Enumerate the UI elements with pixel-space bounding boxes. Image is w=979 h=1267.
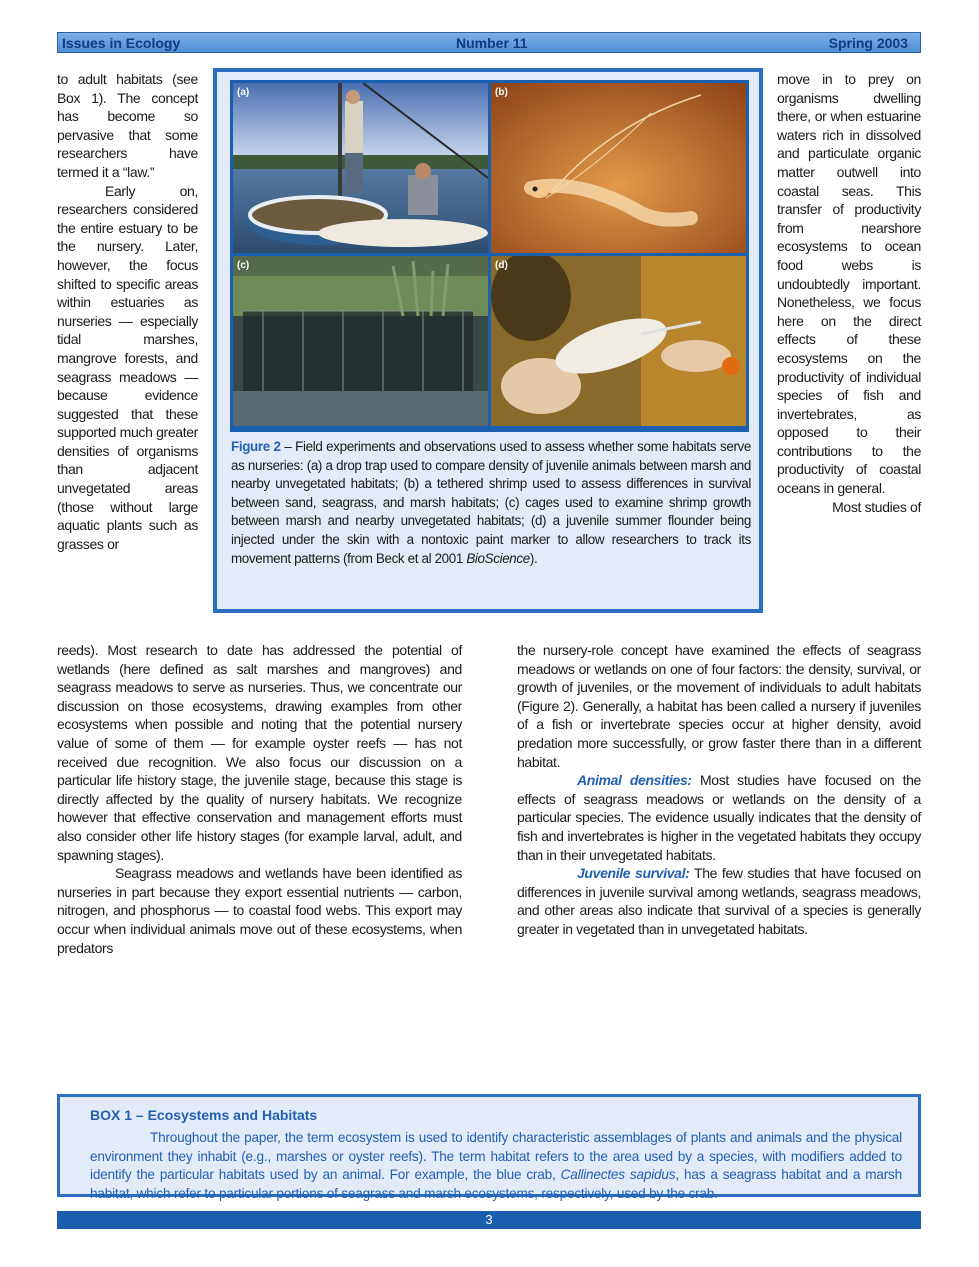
box-text-a: Throughout the paper, the term ecosystem is used to identify characteristic assemblages of plants and animals and the physical environment they inhabit (e.g., marshes or oyster reefs). The term habitat refers to the area used by a species, with modifiers added to identify the particular habitats used by an animal. For example, the blue crab, (90, 1130, 902, 1183)
box-species: Callinectes sapidus (560, 1167, 676, 1183)
paragraph: the nursery-role concept have examined the effects of seagrass meadows or wetlands on one of four factors: the density, survival, or growth of juveniles, or the movement of individuals to adult habitats (Figure 2). Generally, a habitat has been called a nursery if juveniles of a fish or invertebrate species occur at higher density, avoid predation more successfully, or grow faster there than in a different habitat. (517, 642, 921, 770)
photo-label: (a) (237, 87, 250, 98)
paragraph-text: Most studies have focused on the effects of seagrass meadows or wetlands on the density of a particular species. The evidence usually indicates that the density of fish and invertebrates is higher in the vegetated habitats they occupy than in their unvegetated habitats. (517, 772, 921, 863)
box-title: BOX 1 – Ecosystems and Habitats (90, 1107, 318, 1123)
photo-marsh-cages (233, 256, 488, 426)
journal-title: Issues in Ecology (62, 35, 181, 51)
footer-bar (57, 1211, 921, 1229)
right-column (777, 70, 921, 516)
caption-text: – Field experiments and observations used to assess whether some habitats serve as nurseries: (a) a drop trap used to compare density of juvenile animals between marsh and nearby unvegetated habitats; (b) a tethered shrimp used to assess differences in survival between sand, seagrass, and marsh habitats; (c) cages used to examine shrimp growth between marsh and nearby unvegetated habitats; (d) a juvenile summer flounder being injected under the skin with a nontoxic paint marker to allow researchers to track its movement patterns (from Beck et al 2001 (231, 439, 751, 566)
paragraph (517, 864, 921, 938)
lower-left-column (57, 641, 462, 957)
paragraph (517, 771, 921, 864)
box-text-b: , has a seagrass habitat and a marsh habitat, which refer to particular portions of seagrass and marsh ecosystems, respectively, used by the crab. (90, 1167, 902, 1201)
paragraph: move in to prey on organisms dwelling there, or when estuarine waters rich in dissolved and particulate organic matter outwell into coastal seas. This transfer of productivity from nearshore ecosystems to ocean food webs is undoubtedly important. Nonetheless, we focus here on the direct effects of these ecosystems on the productivity of individual species of fish and invertebrates, as opposed to their contributions to the productivity of coastal oceans in general. (777, 71, 921, 497)
photo-label: (b) (495, 87, 508, 98)
caption-end: ). (529, 550, 538, 566)
photo-tethered-shrimp (491, 83, 746, 253)
figure-2 (213, 68, 763, 613)
paragraph: to adult habitats (see Box 1). The concept has become so pervasive that some researchers have termed it a “law.” (57, 71, 198, 180)
photo-flounder-marking (491, 256, 746, 426)
box-text (90, 1129, 902, 1203)
figure-label: Figure 2 (231, 439, 281, 454)
subheading-juvenile-survival: Juvenile survival: (577, 865, 690, 882)
figure-photo-grid (230, 80, 749, 432)
issue-date: Spring 2003 (828, 35, 908, 51)
issue-number: Number 11 (456, 35, 528, 51)
running-header (57, 32, 921, 53)
paragraph: reeds). Most research to date has addressed the potential of wetlands (here defined as salt marshes and mangroves) and seagrass meadows to serve as nurseries. Thus, we concentrate our discussion on those ecosystems, drawing examples from other ecosystems when possible and noting that the potential nursery value of some of them — for example oyster reefs — has not received due recognition. We also focus our discussion on a particular life history stage, the juvenile stage, because this stage is directly affected by the quality of nursery habitats. We recognize however that effective conservation and management efforts must also consider other life history stages (for example larval, adult, and spawning stages). (57, 642, 462, 863)
left-column (57, 70, 198, 553)
photo-label: (c) (237, 260, 250, 271)
subheading-animal-densities: Animal densities: (577, 772, 692, 789)
paragraph: Seagrass meadows and wetlands have been identified as nurseries in part because they export essential nutrients — carbon, nitrogen, and phosphorus — to coastal food webs. This export may occur when individual animals move out of these ecosystems, when predators (57, 865, 462, 956)
paragraph-text: The few studies that have focused on differences in juvenile survival among wetlands, seagrass meadows, and other areas also indicate that survival of a species is generally greater in vegetated than in unvegetated habitats. (517, 865, 921, 937)
photo-label: (d) (495, 260, 508, 271)
paragraph: Most studies of (832, 498, 921, 515)
lower-right-column (517, 641, 921, 939)
box-1 (57, 1094, 921, 1201)
figure-caption (231, 438, 751, 568)
caption-journal: BioScience (466, 550, 530, 566)
paragraph: Early on, researchers considered the entire estuary to be the nursery. Later, however, the focus shifted to specific areas within estuaries as nurseries — especially tidal marshes, mangrove forests, and seagrass meadows — because evidence suggested that these supported much greater densities of organisms than adjacent unvegetated areas (those without large aquatic plants such as grasses or (57, 182, 198, 552)
photo-drop-trap (233, 83, 488, 253)
page-number: 3 (485, 1212, 493, 1227)
